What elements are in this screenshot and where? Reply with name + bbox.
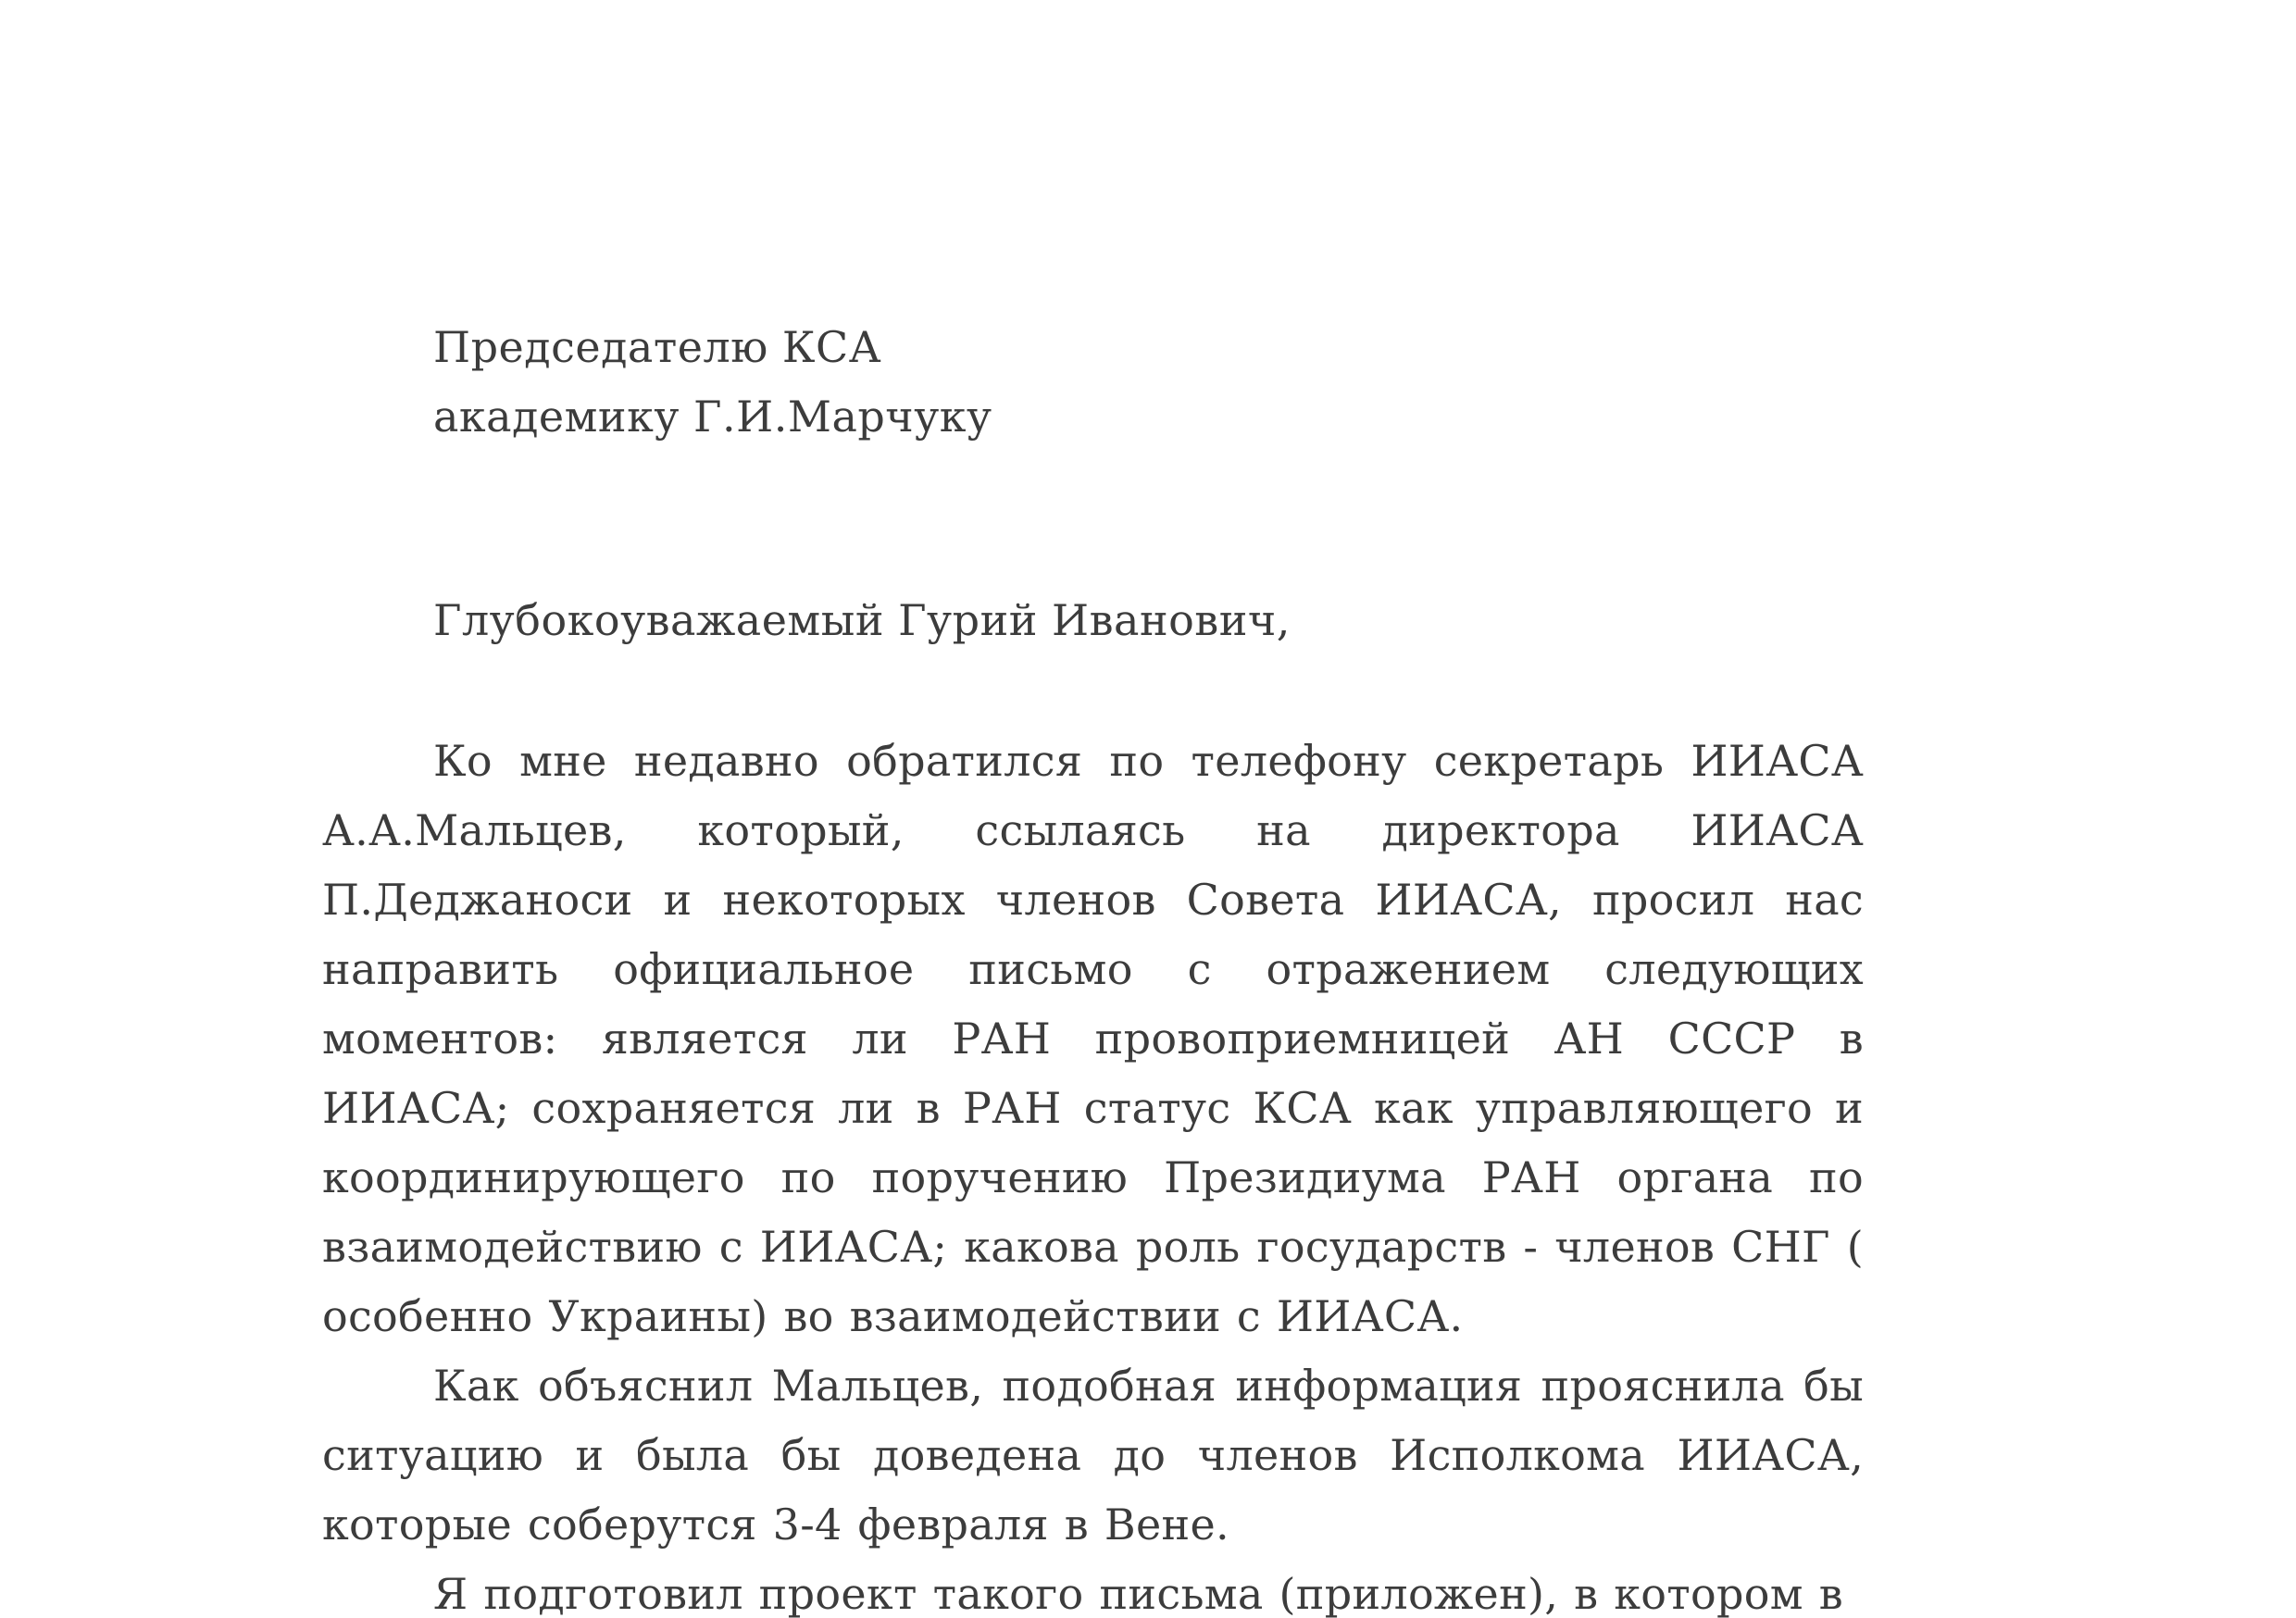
- addressee-name: академику Г.И.Марчуку: [433, 392, 992, 442]
- addressee-block: [433, 313, 992, 452]
- body-paragraph: Как объяснил Мальцев, подобная информация прояснила бы ситуацию и была бы доведена до членов Исполкома ИИАСА, которые соберутся 3-4 февраля в Вене.: [322, 1361, 1864, 1550]
- body-paragraph-truncated: Я подготовил проект такого письма (приложен), в котором в: [433, 1569, 1843, 1618]
- addressee-title: Председателю КСА: [433, 322, 882, 372]
- salutation: Глубокоуважаемый Гурий Иванович,: [433, 595, 1291, 645]
- body-paragraph: Ко мне недавно обратился по телефону секретарь ИИАСА А.А.Мальцев, который, ссылаясь на директора ИИАСА П.Деджаноси и некоторых членов Совета ИИАСА, просил нас направить официальное письмо с отражением следующих моментов: является ли РАН провоприемницей АН СССР в ИИАСА; сохраняется ли в РАН статус КСА как управляющего и координирующего по поручению Президиума РАН органа по взаимодействию с ИИАСА; какова роль государств - членов СНГ ( особенно Украины) во взаимодействии с ИИАСА.: [322, 736, 1864, 1341]
